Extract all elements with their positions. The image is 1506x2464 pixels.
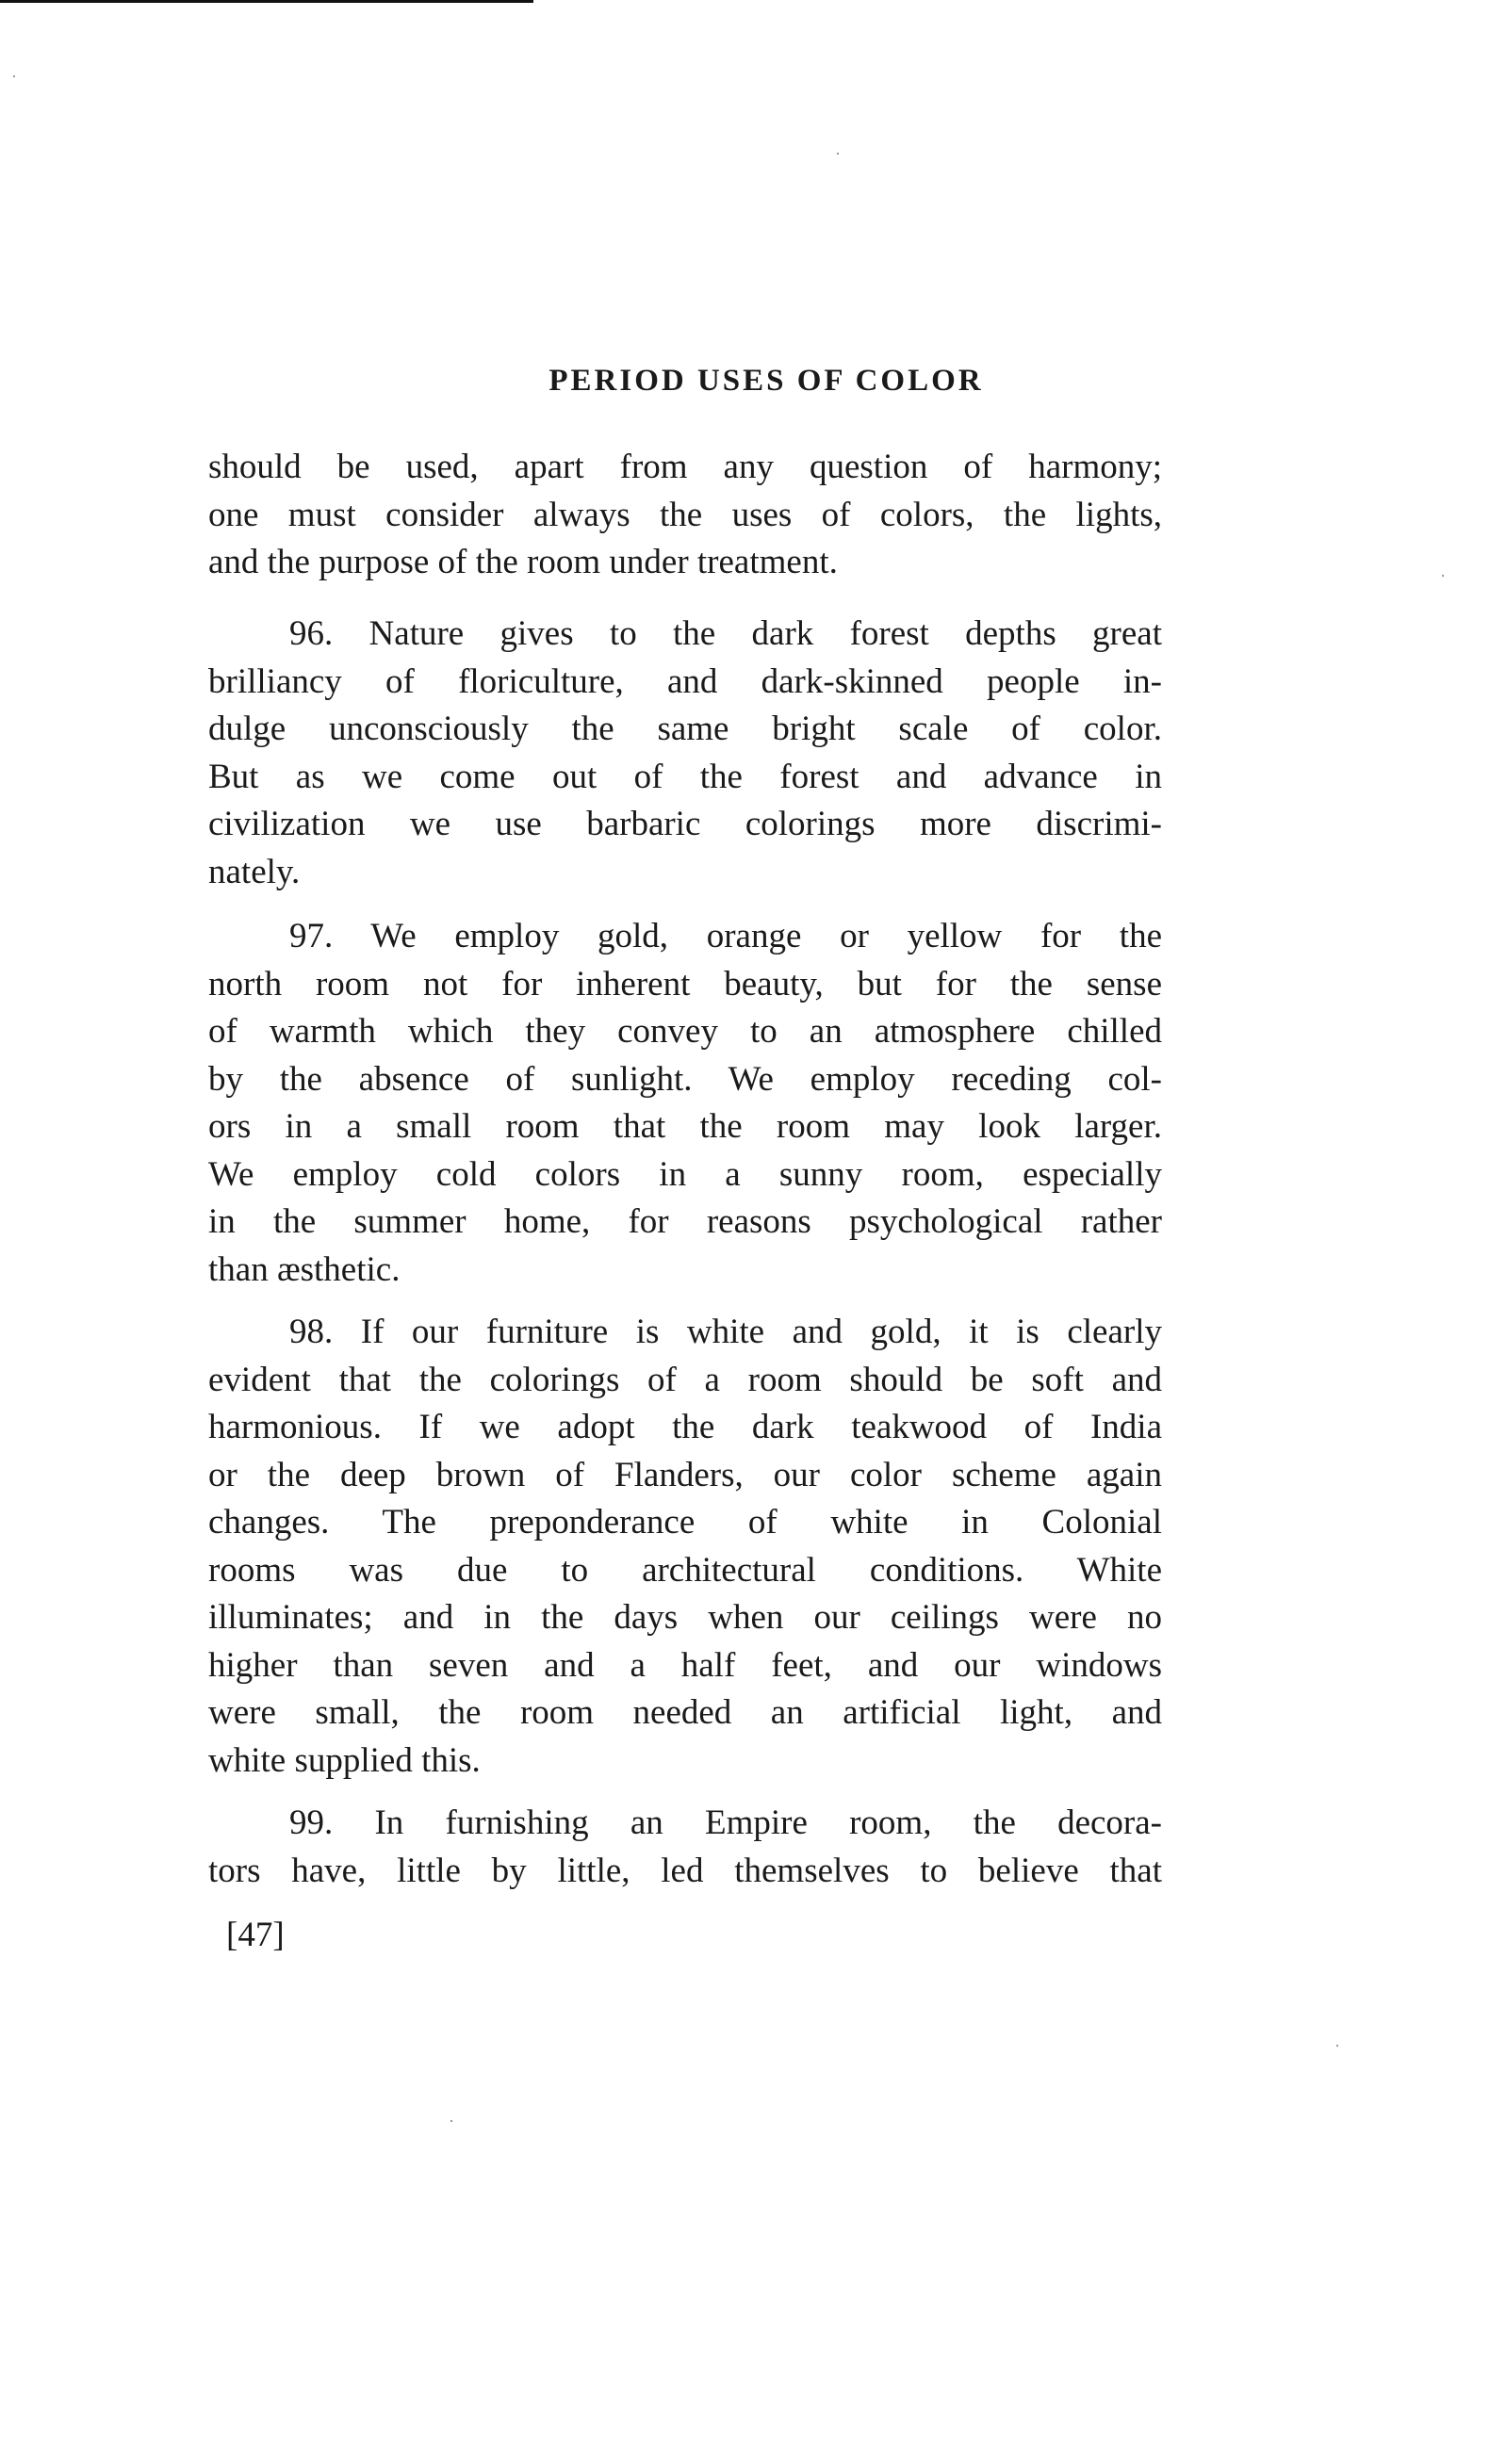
text-line: ors in a small room that the room may look larger. [208, 1107, 1162, 1146]
scan-speck [837, 153, 839, 155]
text-line: illuminates; and in the days when our ceilings were no [208, 1598, 1162, 1637]
paragraph-continued [208, 444, 1162, 587]
text-line: should be used, apart from any question of harmony; [208, 448, 1162, 486]
scan-speck [1336, 2045, 1338, 2047]
paragraph-96 [208, 611, 1162, 896]
text-line: 97. We employ gold, orange or yellow for the [289, 917, 1162, 955]
text-line: But as we come out of the forest and advance in [208, 757, 1162, 796]
scan-speck [1442, 575, 1444, 577]
top-rule [0, 0, 533, 3]
page-number: [47] [226, 1916, 285, 1954]
text-line: white supplied this. [208, 1740, 481, 1780]
text-line: harmonious. If we adopt the dark teakwood of India [208, 1408, 1162, 1446]
text-line: brilliancy of floriculture, and dark-skinned people in- [208, 661, 1162, 701]
running-head: PERIOD USES OF COLOR [548, 364, 984, 398]
scan-speck [450, 2120, 452, 2122]
text-line: civilization we use barbaric colorings more discrimi- [208, 805, 1162, 843]
text-line: one must consider always the uses of colors, the lights, [208, 495, 1162, 534]
text-line: were small, the room needed an artificial light, and [208, 1693, 1162, 1732]
text-line: 96. Nature gives to the dark forest depths great [289, 614, 1162, 653]
text-line: in the summer home, for reasons psychological rather [208, 1202, 1162, 1241]
text-line: or the deep brown of Flanders, our color scheme again [208, 1455, 1162, 1494]
paragraph-99 [208, 1800, 1162, 1895]
paragraph-98 [208, 1309, 1162, 1785]
text-line: by the absence of sunlight. We employ receding col- [208, 1059, 1162, 1099]
text-line: nately. [208, 852, 301, 891]
text-line: than æsthetic. [208, 1249, 401, 1289]
text-line: tors have, little by little, led themselves to believe that [208, 1851, 1162, 1890]
text-line: of warmth which they convey to an atmosphere chilled [208, 1012, 1162, 1051]
text-line: 99. In furnishing an Empire room, the decora- [289, 1803, 1162, 1842]
text-line: changes. The preponderance of white in Colonial [208, 1503, 1162, 1542]
text-line: We employ cold colors in a sunny room, especially [208, 1154, 1162, 1194]
text-line: higher than seven and a half feet, and our windows [208, 1645, 1162, 1685]
text-line: evident that the colorings of a room should be soft and [208, 1360, 1162, 1399]
text-line: dulge unconsciously the same bright scale of color. [208, 710, 1162, 748]
paragraph-97 [208, 913, 1162, 1294]
text-line: and the purpose of the room under treatment. [208, 543, 838, 581]
text-line: north room not for inherent beauty, but for the sense [208, 964, 1162, 1004]
text-line: 98. If our furniture is white and gold, it is clearly [289, 1313, 1162, 1351]
text-line: rooms was due to architectural conditions. White [208, 1550, 1162, 1590]
scan-speck [13, 75, 15, 77]
